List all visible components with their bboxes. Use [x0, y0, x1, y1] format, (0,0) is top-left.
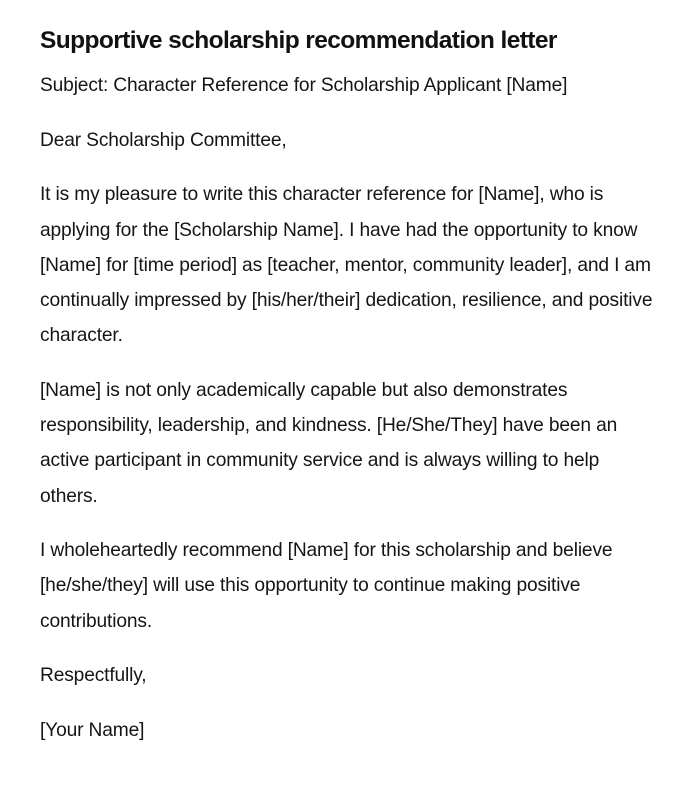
subject-line: Subject: Character Reference for Scholarship Applicant [Name]	[40, 75, 568, 96]
letter-document	[40, 24, 660, 768]
salutation: Dear Scholarship Committee,	[40, 129, 287, 151]
body-paragraph-qualities: [Name] is not only academically capable but also demonstrates responsibility, leadership, and kindness. [He/She/They] have been an active participant in community service and is always willing to help others.	[40, 379, 618, 507]
body-paragraph-intro: It is my pleasure to write this character reference for [Name], who is applying for the [Scholarship Name]. I have had the opportunity to know [Name] for [time period] as [teacher, mentor, community leader], and I am continually impressed by [his/her/their] dedication, resilience, and positive character.	[40, 184, 653, 347]
document-title: Supportive scholarship recommendation letter	[40, 27, 557, 54]
closing: Respectfully,	[40, 665, 147, 687]
signature: [Your Name]	[40, 720, 145, 742]
body-paragraph-recommendation: I wholeheartedly recommend [Name] for this scholarship and believe [he/she/they] will use this opportunity to continue making positive contributions.	[40, 540, 613, 632]
